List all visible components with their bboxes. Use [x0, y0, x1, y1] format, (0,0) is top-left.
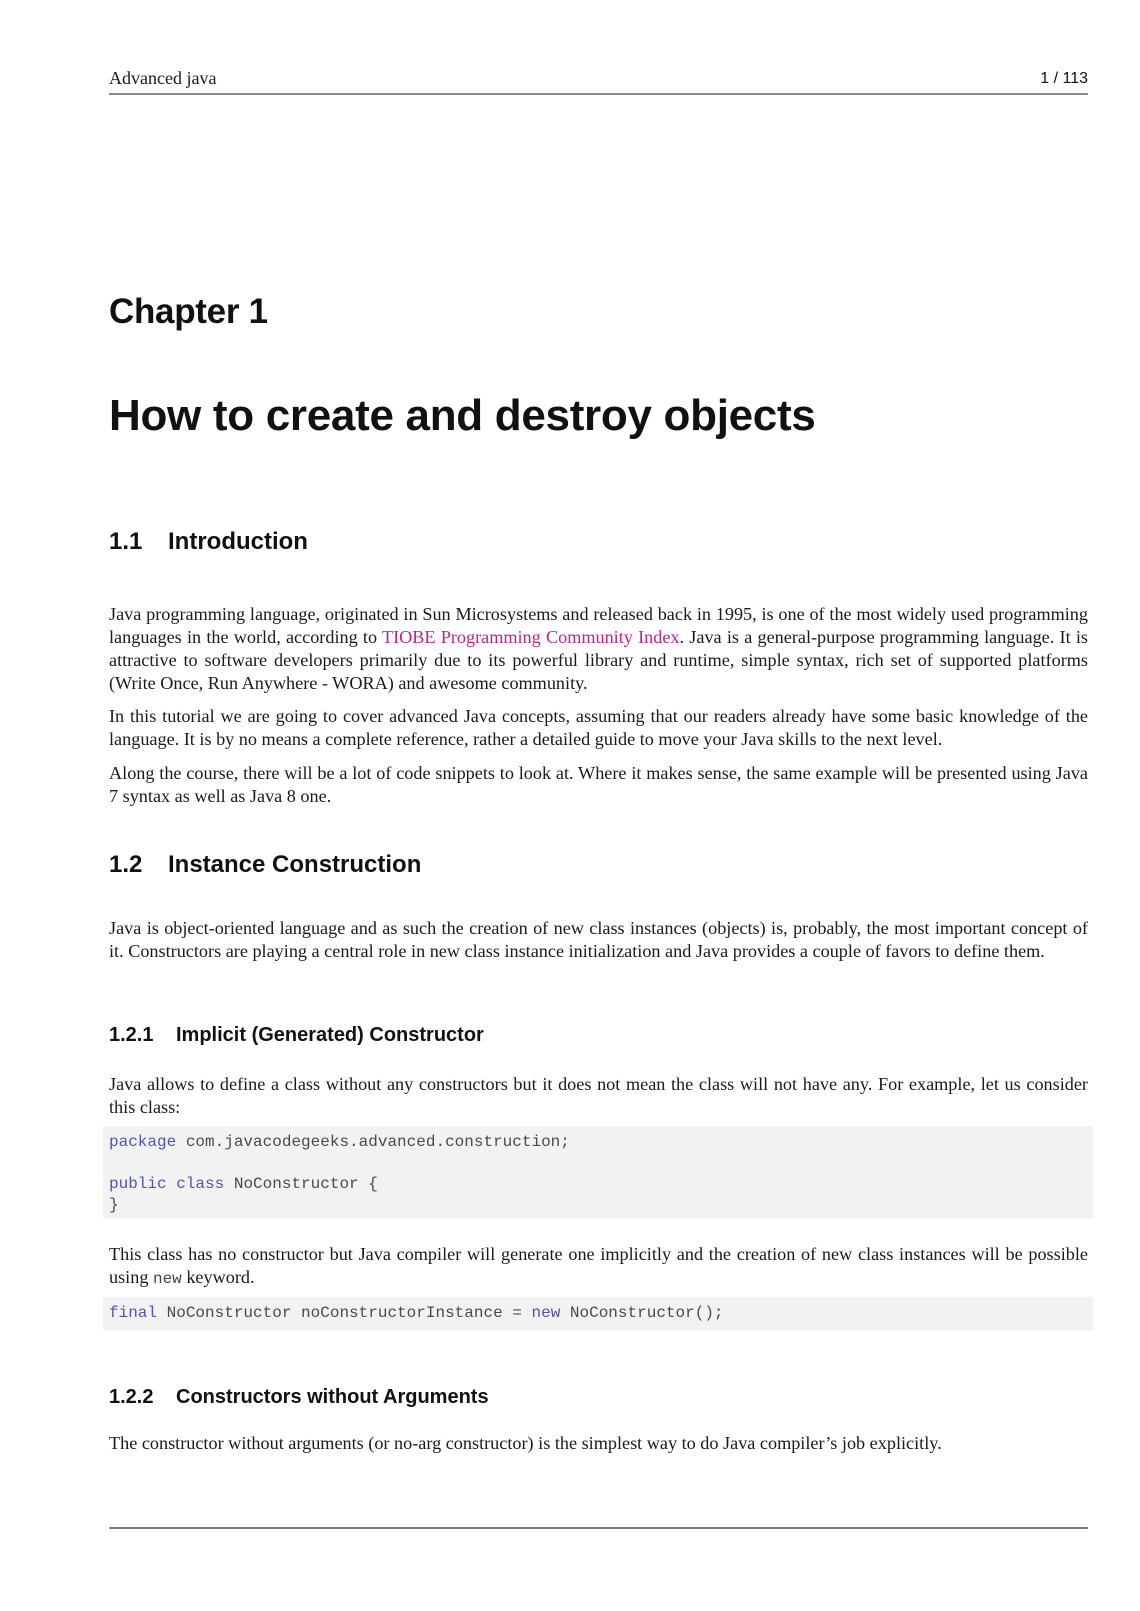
section-heading-introduction — [109, 528, 308, 556]
implicit-constructor-explanation — [109, 1243, 1088, 1291]
page-number: 1 / 113 — [1040, 70, 1088, 87]
paragraph-text: . Java is a general-purpose programming language. It is attractive to software developers primarily due to its powerful library and runtime, simple syntax, rich set of supported platforms (Write Once, Run Anywhere - WORA) and awesome community. — [109, 627, 1088, 693]
code-block-instance-creation — [103, 1297, 1093, 1331]
code-line: final NoConstructor noConstructorInstance = new NoConstructor(); — [109, 1304, 724, 1322]
code-line: public class NoConstructor { — [109, 1175, 378, 1193]
chapter-label: Chapter 1 — [109, 292, 268, 331]
subsection-number: 1.2.1 — [109, 1024, 154, 1046]
intro-paragraph-1 — [109, 603, 1088, 695]
subsection-heading-no-arg-constructor — [109, 1386, 489, 1409]
code-line: } — [109, 1196, 119, 1214]
running-header — [109, 68, 1088, 94]
section-number: 1.2 — [109, 851, 143, 878]
section-title: Instance Construction — [168, 851, 422, 878]
inline-code-new: new — [152, 1270, 182, 1288]
no-arg-constructor-paragraph: The constructor without arguments (or no-arg constructor) is the simplest way to do Java compiler’s job explicitly. — [109, 1433, 942, 1453]
footer-divider — [109, 1527, 1088, 1529]
subsection-number: 1.2.2 — [109, 1386, 154, 1408]
paragraph-text: This class has no constructor but Java compiler will generate one implicitly and the creation of new class instances will be possible using — [109, 1244, 1088, 1287]
code-block-noconstructor-class — [103, 1126, 1093, 1219]
section-heading-instance-construction — [109, 851, 421, 879]
instance-construction-paragraph: Java is object-oriented language and as such the creation of new class instances (objects) is, probably, the most important concept of it. Constructors are playing a central role in new class instance initialization and Java provides a couple of favors to define them. — [109, 918, 1088, 961]
section-title: Introduction — [168, 528, 308, 555]
section-number: 1.1 — [109, 528, 143, 555]
subsection-heading-implicit-constructor — [109, 1024, 484, 1047]
code-line-blank — [103, 1153, 1093, 1174]
paragraph-text: keyword. — [181, 1267, 255, 1287]
subsection-title: Constructors without Arguments — [176, 1386, 489, 1408]
book-title: Advanced java — [109, 68, 217, 88]
intro-paragraph-2: In this tutorial we are going to cover advanced Java concepts, assuming that our readers already have some basic knowledge of the language. It is by no means a complete reference, rather a detailed guide to move your Java skills to the next level. — [109, 706, 1088, 749]
subsection-title: Implicit (Generated) Constructor — [176, 1024, 484, 1046]
implicit-constructor-paragraph: Java allows to define a class without any constructors but it does not mean the class will not have any. For example, let us consider this class: — [109, 1074, 1088, 1117]
header-divider — [109, 93, 1088, 95]
chapter-title: How to create and destroy objects — [109, 391, 816, 440]
tiobe-index-link[interactable]: TIOBE Programming Community Index — [381, 627, 680, 647]
paragraph-text: Java programming language, originated in Sun Microsystems and released back in 1995, is one of the most widely used programming languages in the world, according to — [109, 604, 1088, 647]
intro-paragraph-3: Along the course, there will be a lot of code snippets to look at. Where it makes sense, the same example will be presented using Java 7 syntax as well as Java 8 one. — [109, 763, 1088, 806]
code-line: package com.javacodegeeks.advanced.construction; — [109, 1133, 570, 1151]
